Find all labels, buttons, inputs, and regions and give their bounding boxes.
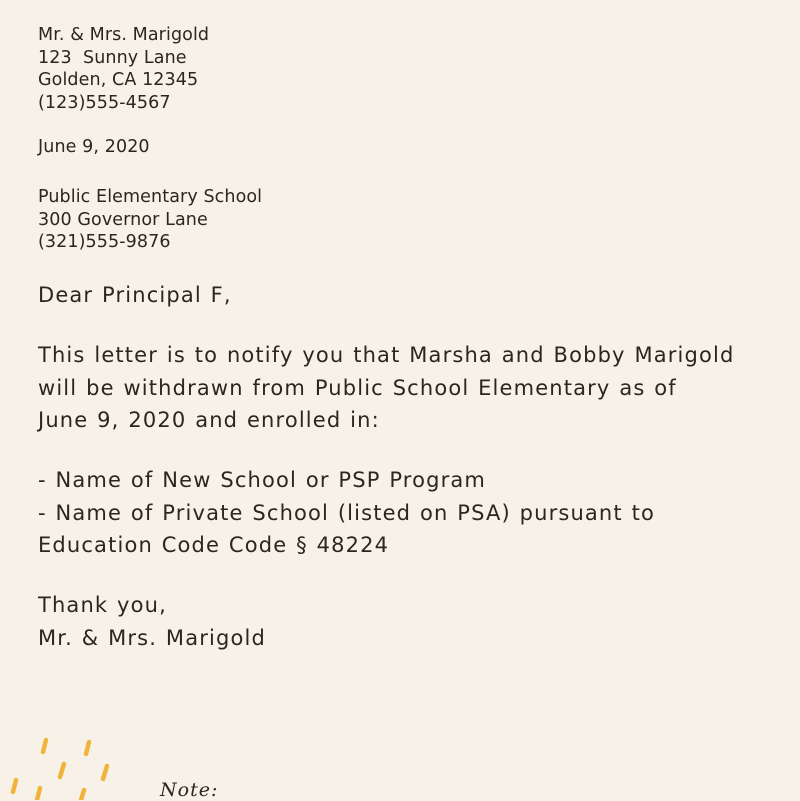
decorative-brush-strokes-icon [0, 730, 130, 800]
body-line: June 9, 2020 and enrolled in: [38, 408, 380, 432]
brush-stroke [103, 766, 107, 779]
brush-stroke [81, 790, 84, 800]
enrollment-list [38, 464, 655, 562]
recipient-street: 300 Governor Lane [38, 209, 208, 230]
closing-signature: Mr. & Mrs. Marigold [38, 625, 266, 650]
letter-date: June 9, 2020 [38, 137, 150, 157]
salutation: Dear Principal F, [38, 283, 232, 307]
note-label: Note: [160, 779, 219, 801]
list-item: - Name of Private School (listed on PSA) pursuant to [38, 500, 655, 525]
salutation-block [38, 279, 232, 312]
letter-body [38, 339, 734, 437]
sender-street: 123 Sunny Lane [38, 47, 187, 68]
brush-stroke [60, 764, 64, 777]
closing-thanks: Thank you, [38, 593, 167, 617]
recipient-phone: (321)555-9876 [38, 232, 171, 252]
letter-closing [38, 589, 266, 654]
body-line: This letter is to notify you that Marsha and Bobby Marigold [38, 343, 735, 367]
sender-address [38, 24, 209, 114]
list-item: Education Code Code § 48224 [38, 533, 390, 557]
recipient-name: Public Elementary School [38, 187, 263, 207]
brush-stroke [86, 742, 89, 754]
sender-name: Mr. & Mrs. Marigold [38, 25, 210, 45]
brush-stroke [37, 788, 40, 800]
body-line: will be withdrawn from Public School Elementary as of [38, 375, 677, 400]
recipient-address [38, 186, 262, 254]
brush-stroke [13, 780, 16, 792]
sender-city: Golden, CA 12345 [38, 70, 199, 90]
brush-stroke [43, 740, 46, 752]
sender-phone: (123)555-4567 [38, 92, 171, 113]
letter-date-block [38, 136, 150, 159]
list-item: - Name of New School or PSP Program [38, 468, 487, 492]
